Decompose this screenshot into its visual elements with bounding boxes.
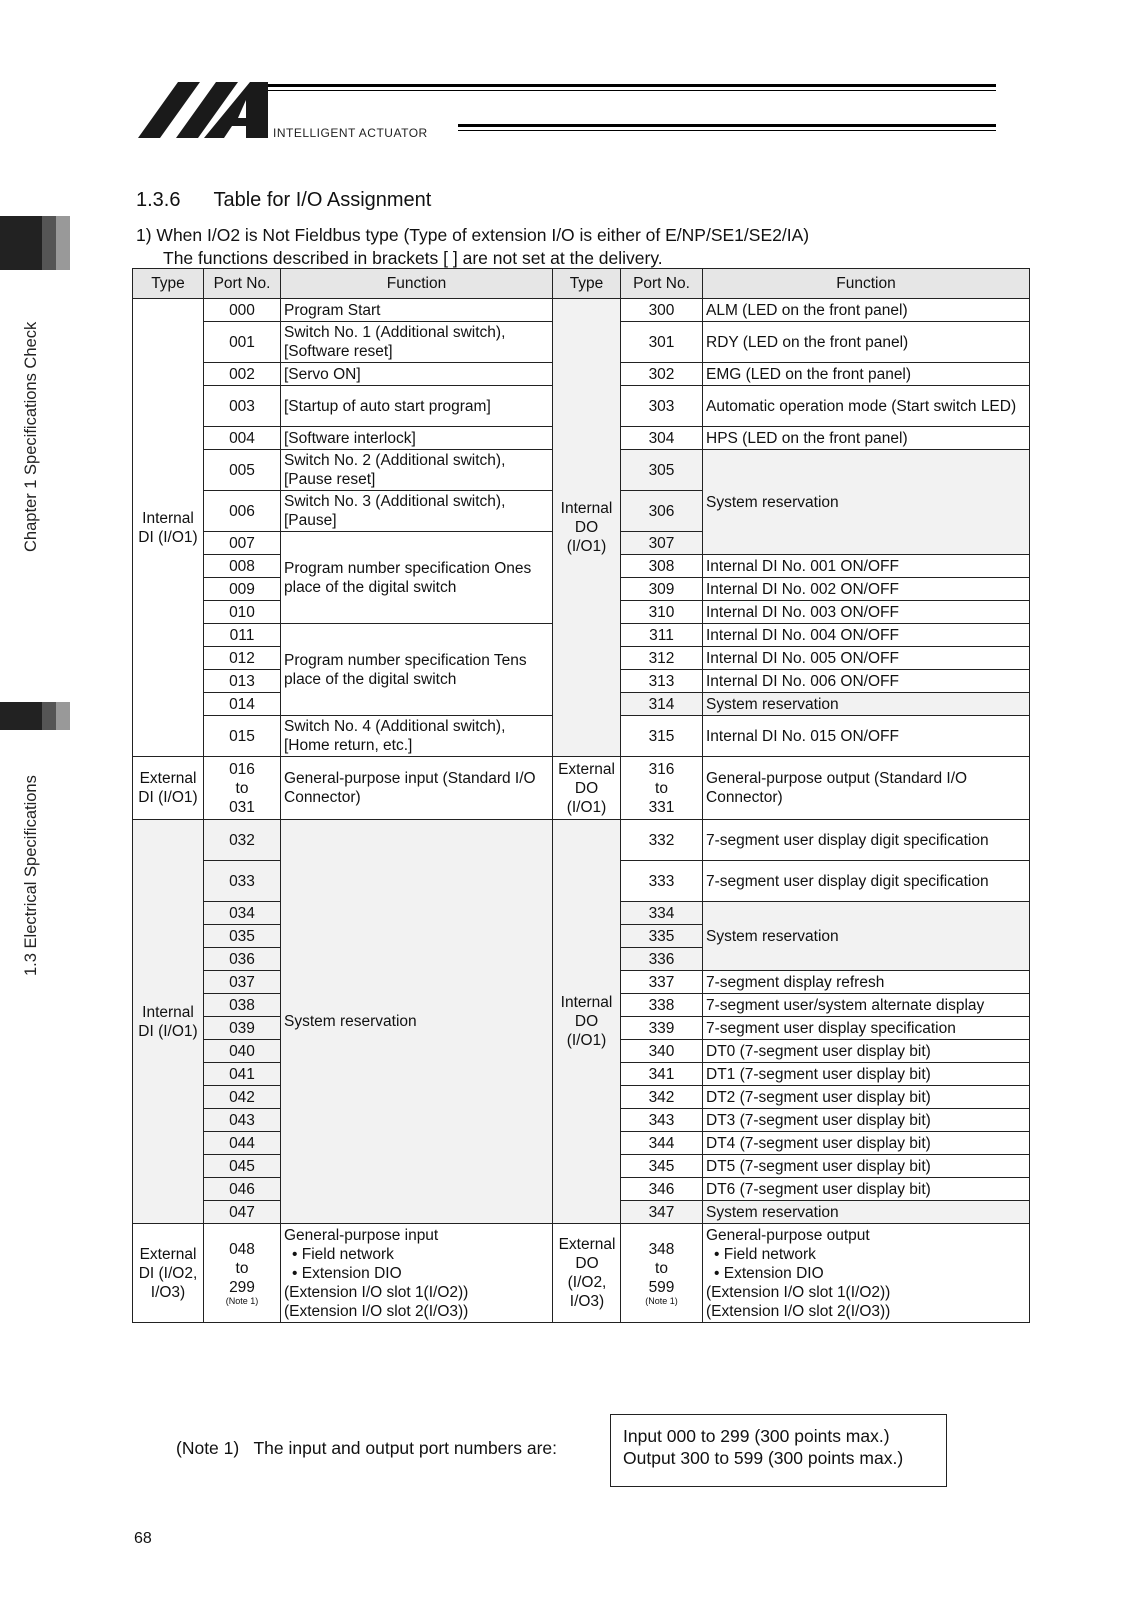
- header-function: Function: [281, 269, 553, 299]
- function-cell: General-purpose input (Standard I/O Connector): [281, 757, 553, 820]
- port-cell: 012: [204, 647, 281, 670]
- type-cell: Internal DI (I/O1): [133, 820, 204, 1224]
- function-cell: Program Start: [281, 299, 553, 322]
- function-cell: System reservation: [703, 1201, 1030, 1224]
- function-cell: 7-segment user display specification: [703, 1017, 1030, 1040]
- port-cell: 001: [204, 322, 281, 363]
- chapter-side-label: Chapter 1 Specifications Check: [22, 321, 40, 552]
- type-cell: External DI (I/O1): [133, 757, 204, 820]
- section-side-label: 1.3 Electrical Specifications: [22, 775, 40, 976]
- func-title: General-purpose input: [284, 1226, 439, 1244]
- port-cell: 313: [621, 670, 703, 693]
- port-cell: 034: [204, 902, 281, 925]
- port-range: 016 to 031: [229, 760, 255, 816]
- port-cell: 340: [621, 1040, 703, 1063]
- port-cell: 347: [621, 1201, 703, 1224]
- function-cell: [Servo ON]: [281, 363, 553, 386]
- table-header-row: [133, 269, 1030, 299]
- note-box: [610, 1414, 947, 1487]
- iai-logo: [138, 82, 268, 138]
- port-cell: 302: [621, 363, 703, 386]
- function-cell: Internal DI No. 001 ON/OFF: [703, 555, 1030, 578]
- type-cell: [553, 1224, 621, 1323]
- function-cell: System reservation: [703, 902, 1030, 971]
- function-cell: DT6 (7-segment user display bit): [703, 1178, 1030, 1201]
- slot2-text: (Extension I/O slot 2(I/O3)): [706, 1302, 891, 1320]
- type-cell: Internal DO (I/O1): [553, 820, 621, 1224]
- port-cell: 309: [621, 578, 703, 601]
- port-cell: 332: [621, 820, 703, 861]
- port-cell: 010: [204, 601, 281, 624]
- port-cell: 305: [621, 450, 703, 491]
- port-cell: 314: [621, 693, 703, 716]
- port-cell: 344: [621, 1132, 703, 1155]
- port-cell: 000: [204, 299, 281, 322]
- function-cell: DT0 (7-segment user display bit): [703, 1040, 1030, 1063]
- io-assignment-table: [132, 268, 1030, 1323]
- note-ref: (Note 1): [225, 1296, 259, 1306]
- bullet-extension-dio: • Extension DIO: [714, 1264, 824, 1282]
- function-cell: RDY (LED on the front panel): [703, 322, 1030, 363]
- logo-text: INTELLIGENT ACTUATOR: [273, 126, 428, 140]
- function-cell: 7-segment display refresh: [703, 971, 1030, 994]
- function-cell: Internal DI No. 004 ON/OFF: [703, 624, 1030, 647]
- port-cell: 338: [621, 994, 703, 1017]
- port-cell: 334: [621, 902, 703, 925]
- port-cell: 335: [621, 925, 703, 948]
- port-cell: 339: [621, 1017, 703, 1040]
- table-row: [133, 1224, 1030, 1323]
- function-cell: [Startup of auto start program]: [281, 386, 553, 427]
- port-cell: 006: [204, 491, 281, 532]
- port-range: 048 to 299: [229, 1241, 255, 1296]
- port-cell: 304: [621, 427, 703, 450]
- type-cell: Internal DO (I/O1): [553, 299, 621, 757]
- function-cell: System reservation: [281, 820, 553, 1224]
- function-cell: System reservation: [703, 693, 1030, 716]
- function-cell: Switch No. 2 (Additional switch), [Pause reset]: [281, 450, 553, 491]
- function-cell: Switch No. 1 (Additional switch), [Software reset]: [281, 322, 553, 363]
- port-cell: 036: [204, 948, 281, 971]
- section-tab: [0, 702, 70, 730]
- function-cell: DT4 (7-segment user display bit): [703, 1132, 1030, 1155]
- port-cell: 301: [621, 322, 703, 363]
- note-box-input: Input 000 to 299 (300 points max.): [623, 1426, 890, 1446]
- port-cell: 007: [204, 532, 281, 555]
- port-cell: 346: [621, 1178, 703, 1201]
- function-cell: Internal DI No. 015 ON/OFF: [703, 716, 1030, 757]
- section-title: 1.3.6 Table for I/O Assignment: [136, 189, 432, 211]
- port-cell: [621, 1224, 703, 1323]
- port-cell: 303: [621, 386, 703, 427]
- bullet-field-network: • Field network: [714, 1245, 816, 1263]
- function-cell: [281, 1224, 553, 1323]
- function-cell: Internal DI No. 003 ON/OFF: [703, 601, 1030, 624]
- chapter-tab: [0, 216, 70, 270]
- header-port: Port No.: [204, 269, 281, 299]
- header-type: Type: [133, 269, 204, 299]
- function-cell: System reservation: [703, 450, 1030, 555]
- page-number: 68: [134, 1530, 152, 1547]
- port-cell: 044: [204, 1132, 281, 1155]
- function-cell: Switch No. 4 (Additional switch), [Home return, etc.]: [281, 716, 553, 757]
- function-cell: Switch No. 3 (Additional switch), [Pause]: [281, 491, 553, 532]
- port-cell: 310: [621, 601, 703, 624]
- function-cell: DT3 (7-segment user display bit): [703, 1109, 1030, 1132]
- port-cell: 306: [621, 491, 703, 532]
- function-cell: Internal DI No. 006 ON/OFF: [703, 670, 1030, 693]
- function-cell: [703, 1224, 1030, 1323]
- port-cell: 039: [204, 1017, 281, 1040]
- function-cell: ALM (LED on the front panel): [703, 299, 1030, 322]
- port-cell: 333: [621, 861, 703, 902]
- port-cell: 312: [621, 647, 703, 670]
- header-port: Port No.: [621, 269, 703, 299]
- port-cell: 037: [204, 971, 281, 994]
- function-cell: Internal DI No. 005 ON/OFF: [703, 647, 1030, 670]
- port-cell: 337: [621, 971, 703, 994]
- port-cell: [621, 757, 703, 820]
- slot1-text: (Extension I/O slot 1(I/O2)): [706, 1283, 891, 1301]
- port-cell: 032: [204, 820, 281, 861]
- bullet-extension-dio: • Extension DIO: [292, 1264, 402, 1282]
- port-cell: 311: [621, 624, 703, 647]
- slot1-text: (Extension I/O slot 1(I/O2)): [284, 1283, 469, 1301]
- port-cell: 345: [621, 1155, 703, 1178]
- port-cell: 336: [621, 948, 703, 971]
- port-cell: 041: [204, 1063, 281, 1086]
- port-cell: 002: [204, 363, 281, 386]
- header-type: Type: [553, 269, 621, 299]
- port-cell: 042: [204, 1086, 281, 1109]
- function-cell: 7-segment user display digit specification: [703, 820, 1030, 861]
- port-cell: 343: [621, 1109, 703, 1132]
- type-label: External DO (I/O2, I/O3): [558, 1236, 616, 1310]
- brackets-note: The functions described in brackets [ ] are not set at the delivery.: [163, 248, 663, 268]
- type-cell: [133, 1224, 204, 1323]
- function-cell: 7-segment user display digit specification: [703, 861, 1030, 902]
- condition-text: 1) When I/O2 is Not Fieldbus type (Type of extension I/O is either of E/NP/SE1/SE2/IA): [136, 225, 810, 245]
- function-cell: EMG (LED on the front panel): [703, 363, 1030, 386]
- slot2-text: (Extension I/O slot 2(I/O3)): [284, 1302, 469, 1320]
- table-row: [133, 820, 1030, 861]
- port-cell: 046: [204, 1178, 281, 1201]
- header-function: Function: [703, 269, 1030, 299]
- header-rule: [458, 130, 996, 131]
- function-cell: Internal DI No. 002 ON/OFF: [703, 578, 1030, 601]
- bullet-field-network: • Field network: [292, 1245, 394, 1263]
- port-cell: 015: [204, 716, 281, 757]
- note-ref: (Note 1): [645, 1296, 678, 1306]
- function-cell: General-purpose output (Standard I/O Connector): [703, 757, 1030, 820]
- port-cell: 005: [204, 450, 281, 491]
- port-cell: 013: [204, 670, 281, 693]
- port-cell: 014: [204, 693, 281, 716]
- note-box-output: Output 300 to 599 (300 points max.): [623, 1448, 904, 1468]
- function-cell: 7-segment user/system alternate display: [703, 994, 1030, 1017]
- port-cell: 009: [204, 578, 281, 601]
- port-cell: 300: [621, 299, 703, 322]
- type-label: External DI (I/O2, I/O3): [138, 1245, 198, 1301]
- function-cell: Program number specification Tens place of the digital switch: [281, 624, 553, 716]
- port-cell: 047: [204, 1201, 281, 1224]
- type-cell: External DO (I/O1): [553, 757, 621, 820]
- port-cell: 315: [621, 716, 703, 757]
- function-cell: DT1 (7-segment user display bit): [703, 1063, 1030, 1086]
- port-range: 316 to 331: [648, 760, 675, 816]
- type-cell: Internal DI (I/O1): [133, 299, 204, 757]
- table-row: [133, 299, 1030, 322]
- port-cell: 035: [204, 925, 281, 948]
- func-title: General-purpose output: [706, 1226, 870, 1244]
- port-cell: 341: [621, 1063, 703, 1086]
- port-cell: 045: [204, 1155, 281, 1178]
- port-cell: 033: [204, 861, 281, 902]
- port-cell: 342: [621, 1086, 703, 1109]
- port-cell: 008: [204, 555, 281, 578]
- port-cell: 308: [621, 555, 703, 578]
- function-cell: DT2 (7-segment user display bit): [703, 1086, 1030, 1109]
- port-range: 348 to 599: [648, 1241, 675, 1296]
- header-rule: [268, 84, 996, 87]
- port-cell: 043: [204, 1109, 281, 1132]
- note-text: (Note 1) The input and output port numbers are:: [176, 1438, 558, 1458]
- port-cell: 003: [204, 386, 281, 427]
- function-cell: HPS (LED on the front panel): [703, 427, 1030, 450]
- port-cell: 040: [204, 1040, 281, 1063]
- port-cell: 004: [204, 427, 281, 450]
- port-cell: [204, 1224, 281, 1323]
- header-rule: [268, 90, 996, 91]
- port-cell: 038: [204, 994, 281, 1017]
- function-cell: [Software interlock]: [281, 427, 553, 450]
- port-cell: 011: [204, 624, 281, 647]
- function-cell: DT5 (7-segment user display bit): [703, 1155, 1030, 1178]
- function-cell: Automatic operation mode (Start switch LED): [703, 386, 1030, 427]
- function-cell: Program number specification Ones place of the digital switch: [281, 532, 553, 624]
- table-row: [133, 757, 1030, 820]
- port-cell: [204, 757, 281, 820]
- header-rule: [458, 124, 996, 127]
- port-cell: 307: [621, 532, 703, 555]
